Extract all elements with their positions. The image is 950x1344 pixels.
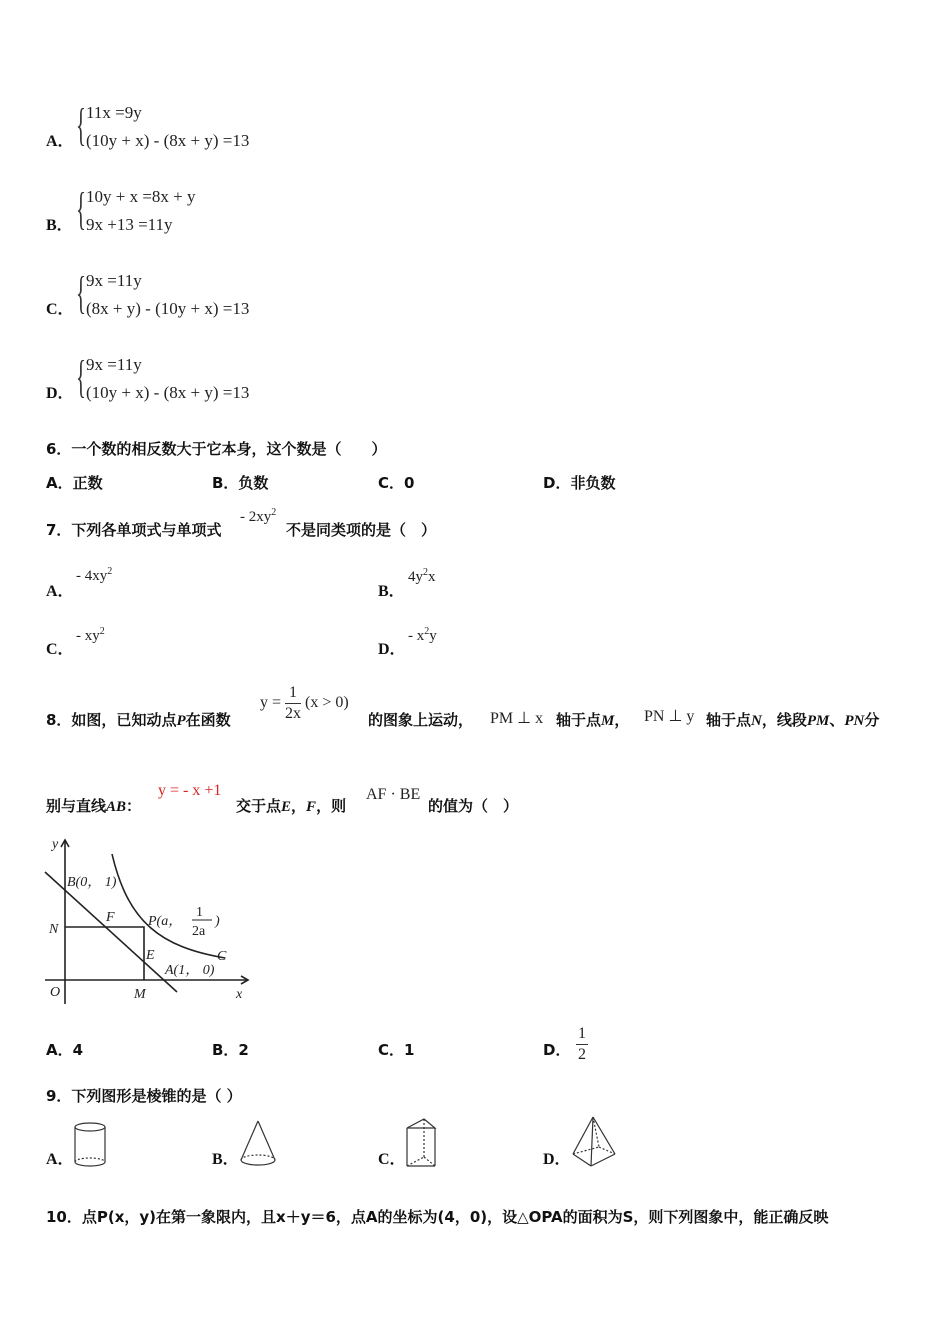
q8-function: y = $\frac{1}{2x}$ (x > 0): [260, 684, 349, 722]
equation-2: (8x + y) - (10y + x) =13: [86, 299, 250, 318]
equation-2: (10y + x) - (8x + y) =13: [86, 131, 250, 150]
q10-stem: 10．点P(x，y)在第一象限内，且x＋y＝6，点A的坐标为(4，0)，设△OPA的面积为S，则下列图象中，能正确反映: [46, 1208, 829, 1226]
q7-expression: - $2xy^2$: [240, 507, 277, 525]
q9-option-d-label: D．: [543, 1151, 571, 1168]
hyperbola-curve: [112, 854, 225, 958]
q6-option-a: A．正数: [46, 474, 103, 492]
equation-1: 9x =11y: [86, 271, 142, 290]
equation-2: 9x +13 =11y: [86, 215, 173, 234]
brace-icon: {: [76, 99, 86, 150]
q7-option-c-label: C．: [46, 641, 74, 658]
q7-stem-a: 7．下列各单项式与单项式: [46, 521, 222, 539]
q8-stem-e: 轴于点N，线段PM、PN分: [706, 711, 880, 729]
q7-option-a-label: A．: [46, 583, 74, 600]
cylinder-icon: [72, 1120, 110, 1170]
q8-figure: [40, 832, 260, 1007]
q7-stem-b: 不是同类项的是（ ）: [286, 521, 437, 539]
q8-stem-line1: 8．如图，已知动点P在函数: [46, 711, 231, 729]
q7-option-d-label: D．: [378, 641, 406, 658]
m-label: M: [134, 987, 146, 1002]
q9-option-c-label: C．: [378, 1151, 406, 1168]
equation-1: 9x =11y: [86, 355, 142, 374]
q8-stem-line2-d: 的值为（ ）: [428, 797, 519, 815]
p-close: ): [215, 914, 220, 929]
q6-stem: 6．一个数的相反数大于它本身，这个数是（ ）: [46, 440, 387, 458]
q8-product: AF · BE: [366, 786, 421, 803]
brace-icon: {: [76, 183, 86, 234]
p-label: P(a，: [148, 914, 183, 929]
q9-option-a-label: A．: [46, 1151, 74, 1168]
pyramid-icon: [569, 1114, 619, 1170]
q9-stem: 9．下列图形是棱锥的是（ ）: [46, 1087, 242, 1105]
equation-1: 11x =9y: [86, 103, 142, 122]
q8-stem-line2-a: 别与直线AB：: [46, 797, 142, 815]
q7-option-d-expr: - $x^2y$: [408, 626, 437, 644]
q8-option-b: B．2: [212, 1041, 249, 1059]
p-frac-den: 2a: [192, 924, 206, 939]
brace-icon: {: [76, 351, 86, 402]
q8-option-d-label: D．: [543, 1041, 571, 1059]
q6-option-d: D．非负数: [543, 474, 616, 492]
q7-option-b-label: B．: [378, 583, 405, 600]
e-label: E: [146, 948, 155, 963]
q8-pn-perp: PN ⊥ y: [644, 708, 695, 725]
q8-option-d-fraction: $\frac{1}{2}$: [578, 1025, 586, 1063]
equation-2: (10y + x) - (8x + y) =13: [86, 383, 250, 402]
q7-option-b-expr: $4y^2x$: [408, 567, 436, 585]
equation-1: 10y + x =8x + y: [86, 187, 196, 206]
x-axis-label: x: [236, 987, 243, 1002]
b-point-label: B(0， 1): [67, 875, 117, 890]
q8-option-a: A．4: [46, 1041, 84, 1059]
y-axis-label: y: [52, 837, 59, 852]
q6-option-c: C．0: [378, 474, 415, 492]
q8-stem-line2-b: 交于点E，F，则: [236, 797, 347, 815]
c-label: C: [217, 949, 227, 964]
f-label: F: [106, 910, 115, 925]
q8-line-equation: y = - x +1: [158, 782, 222, 799]
brace-icon: {: [76, 267, 86, 318]
n-label: N: [49, 922, 59, 937]
option-label: D．: [46, 385, 74, 402]
q8-stem-c: 的图象上运动，: [368, 711, 474, 729]
q7-option-c-expr: - $xy^2$: [76, 626, 105, 644]
q7-option-a-expr: - $4xy^2$: [76, 566, 113, 584]
q9-option-b-label: B．: [212, 1151, 239, 1168]
origin-label: O: [50, 985, 61, 1000]
q8-option-c: C．1: [378, 1041, 415, 1059]
a-point-label: A(1， 0): [165, 963, 215, 978]
p-frac-num: 1: [196, 905, 203, 920]
q8-pm-perp: PM ⊥ x: [490, 710, 544, 727]
q8-stem-d: 轴于点M，: [556, 711, 630, 729]
cone-icon: [237, 1118, 279, 1170]
triangular-prism-icon: [402, 1116, 442, 1172]
perpendicular-lines: [65, 927, 144, 980]
option-label: B．: [46, 217, 73, 234]
option-label: C．: [46, 301, 74, 318]
option-label: A．: [46, 133, 74, 150]
q6-option-b: B．负数: [212, 474, 269, 492]
